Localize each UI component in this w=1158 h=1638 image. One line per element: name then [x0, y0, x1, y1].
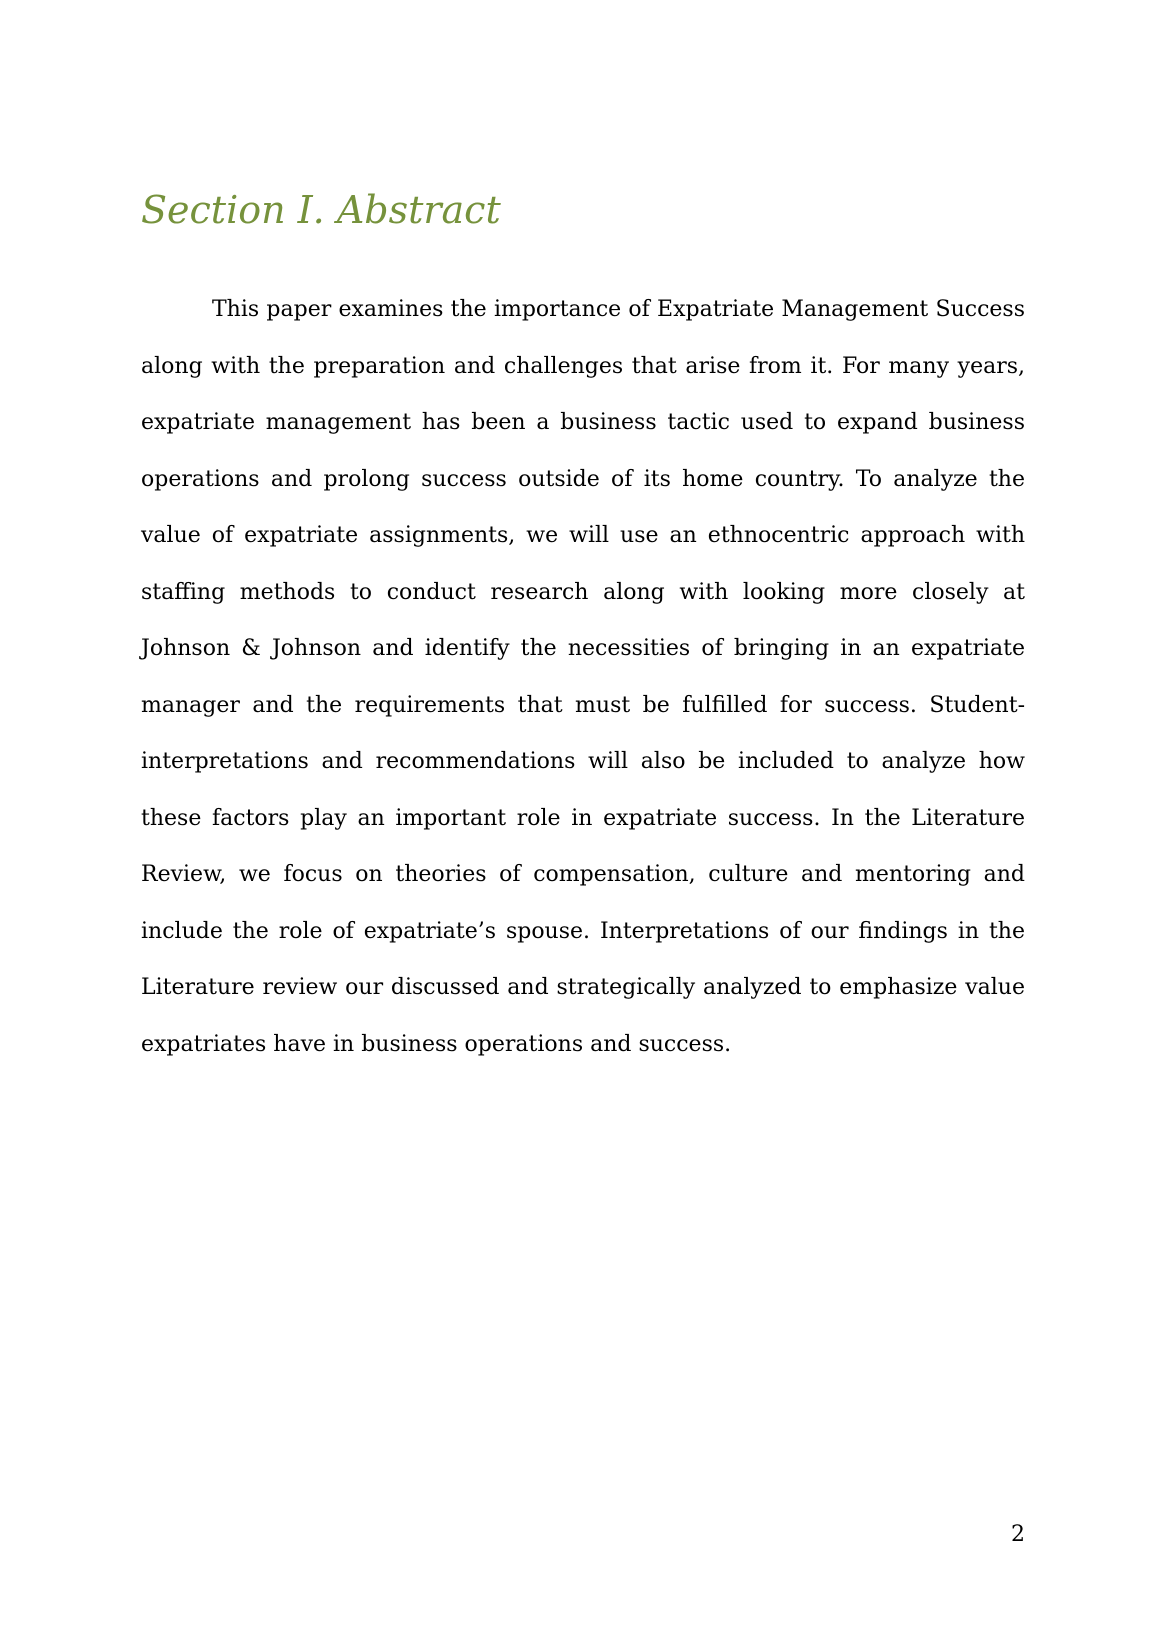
page-number: 2: [1011, 1522, 1025, 1547]
abstract-paragraph: This paper examines the importance of Expatriate Management Success along with the preparation and challenges that arise from it. For many years, expatriate management has been a business tactic used to expand business operations and prolong success outside of its home country. To analyze the value of expatriate assignments, we will use an ethnocentric approach with staffing methods to conduct research along with looking more closely at Johnson & Johnson and identify the necessities of bringing in an expatriate manager and the requirements that must be fulfilled for success. Student-interpretations and recommendations will also be included to analyze how these factors play an important role in expatriate success. In the Literature Review, we focus on theories of compensation, culture and mentoring and include the role of expatriate’s spouse. Interpretations of our findings in the Literature review our discussed and strategically analyzed to emphasize value expatriates have in business operations and success.: [141, 297, 1025, 1057]
section-heading: Section I. Abstract: [141, 188, 501, 232]
